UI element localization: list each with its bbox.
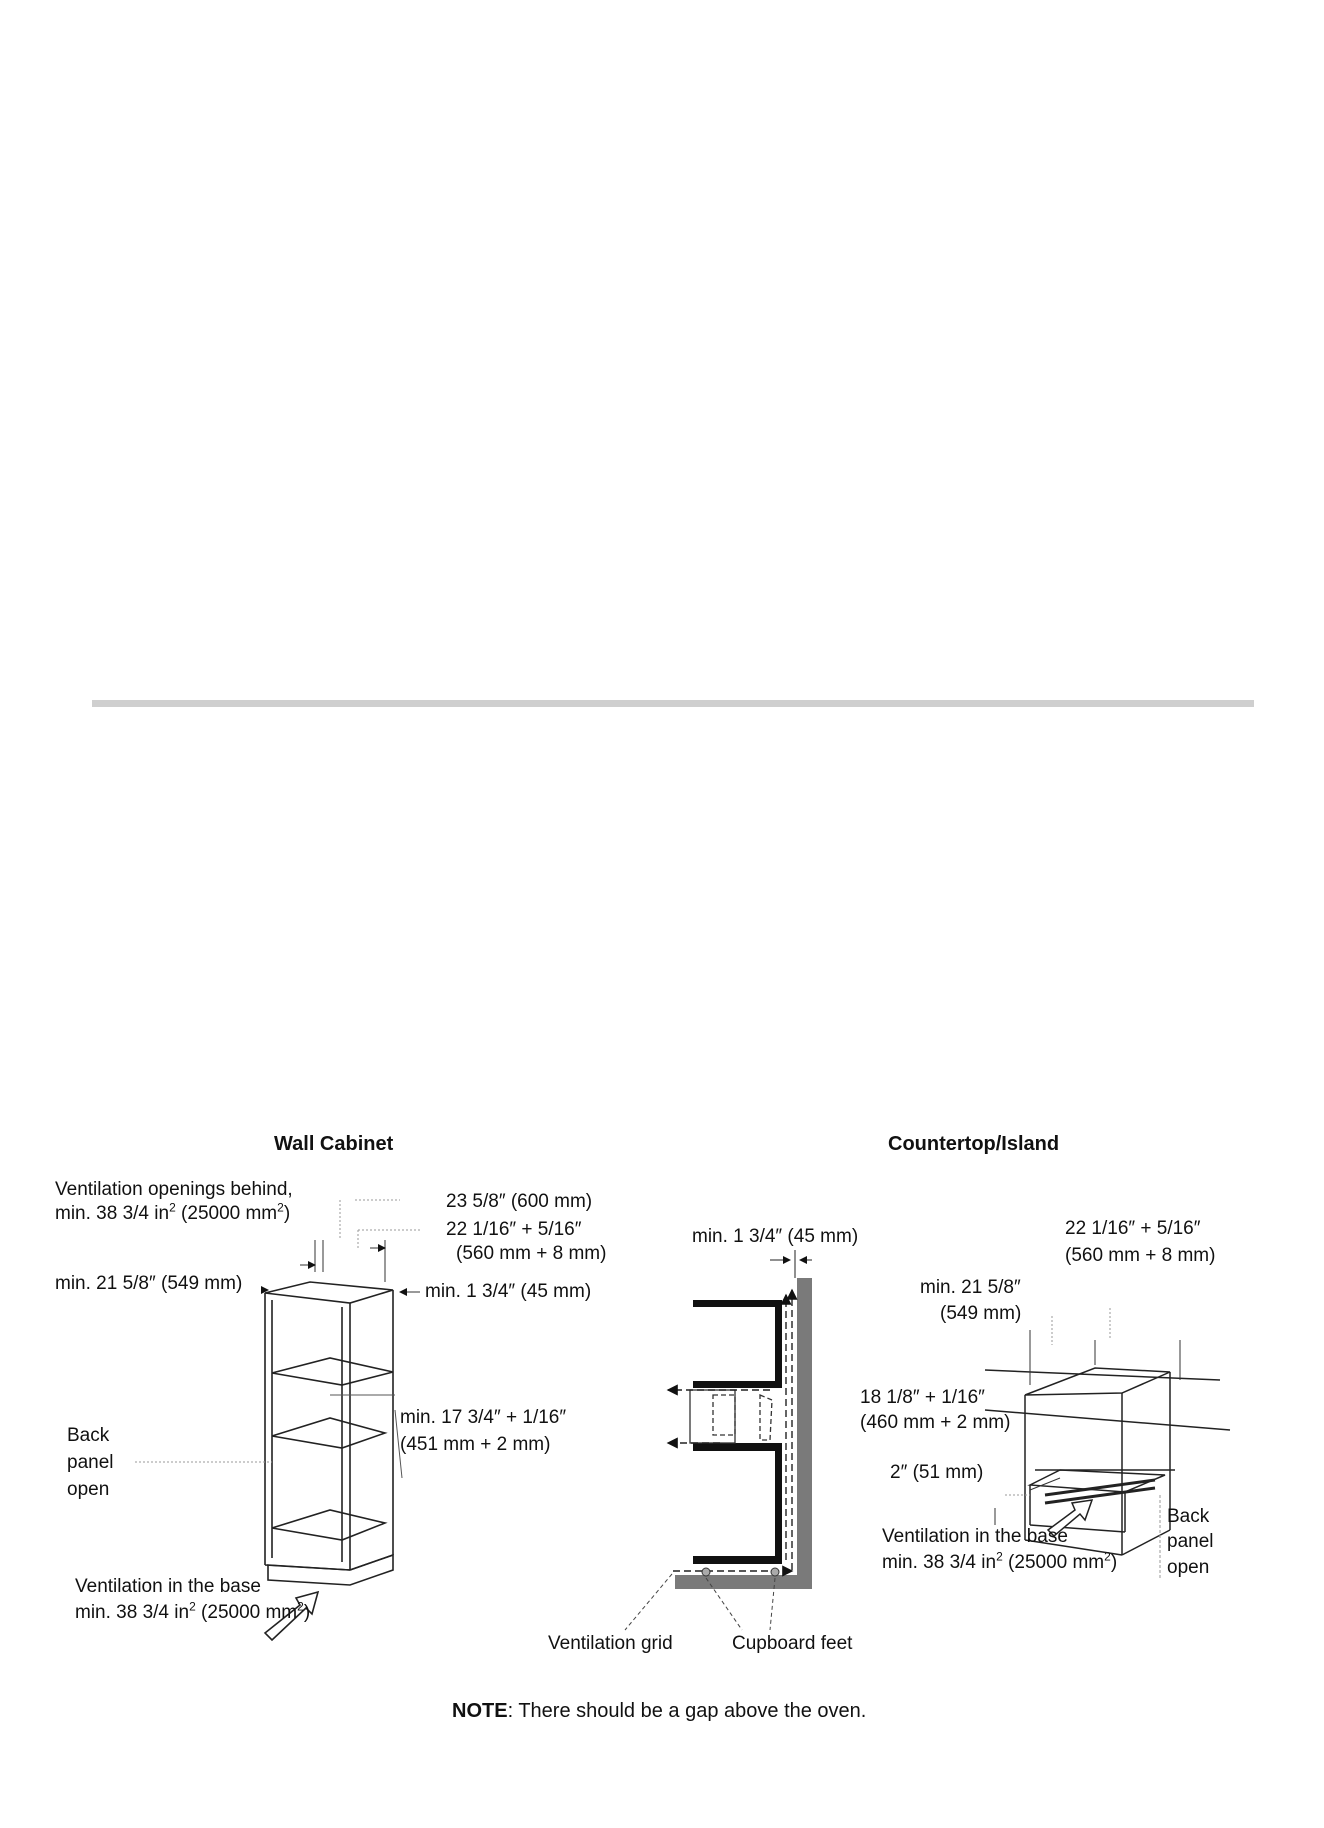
- ct-back-panel-label-3: open: [1167, 1557, 1210, 1578]
- dim-600-label: 23 5/8″ (600 mm): [446, 1191, 593, 1212]
- dim-451-label-1: min. 17 3/4″ + 1/16″: [400, 1407, 567, 1428]
- ventilation-grid-label: Ventilation grid: [548, 1633, 673, 1654]
- wall-cabinet-drawing: [135, 1200, 420, 1640]
- cupboard-feet-label: Cupboard feet: [732, 1633, 853, 1654]
- ct-dim-549-label-1: min. 21 5/8″: [920, 1277, 1021, 1298]
- back-panel-label-1: Back: [67, 1425, 110, 1446]
- note-text: [452, 1700, 866, 1723]
- back-panel-label-2: panel: [67, 1452, 114, 1473]
- countertop-title: Countertop/Island: [888, 1133, 1060, 1155]
- note-label: NOTE: [452, 1700, 508, 1722]
- vent-base-label-1: Ventilation in the base: [75, 1576, 261, 1597]
- ct-back-panel-label-2: panel: [1167, 1531, 1214, 1552]
- ct-dim-460-label-1: 18 1/8″ + 1/16″: [860, 1387, 985, 1408]
- dim-45-label: min. 1 3/4″ (45 mm): [425, 1281, 592, 1302]
- dim-22-label-2: (560 mm + 8 mm): [456, 1243, 607, 1264]
- section-dim-45-label: min. 1 3/4″ (45 mm): [692, 1226, 859, 1247]
- side-section-drawing: [625, 1250, 812, 1630]
- ct-back-panel-label-1: Back: [1167, 1506, 1210, 1527]
- dim-549-label: min. 21 5/8″ (549 mm): [55, 1273, 243, 1294]
- ct-dim-22-label-2: (560 mm + 8 mm): [1065, 1245, 1216, 1266]
- dim-451-label-2: (451 mm + 2 mm): [400, 1434, 551, 1455]
- ct-vent-base-label-1: Ventilation in the base: [882, 1526, 1068, 1547]
- wall-cabinet-title: Wall Cabinet: [274, 1133, 394, 1155]
- ct-vent-base-label-2: min. 38 3/4 $in^2$ (25000 $mm^2$): [882, 1549, 1118, 1573]
- ct-dim-51-label: 2″ (51 mm): [890, 1462, 984, 1483]
- note-body: : There should be a gap above the oven.: [507, 1700, 867, 1722]
- back-panel-label-3: open: [67, 1479, 110, 1500]
- vent-base-label-2: min. 38 3/4 $in^2$ (25000 $mm^2$): [75, 1599, 311, 1623]
- ct-dim-22-label-1: 22 1/16″ + 5/16″: [1065, 1218, 1201, 1239]
- ct-dim-460-label-2: (460 mm + 2 mm): [860, 1412, 1011, 1433]
- ct-dim-549-label-2: (549 mm): [940, 1303, 1022, 1324]
- vent-behind-label-2: min. 38 3/4 $in^2$ (25000 $mm^2$): [55, 1200, 291, 1224]
- dim-22-label-1: 22 1/16″ + 5/16″: [446, 1219, 582, 1240]
- vent-behind-label-1: Ventilation openings behind,: [55, 1179, 293, 1200]
